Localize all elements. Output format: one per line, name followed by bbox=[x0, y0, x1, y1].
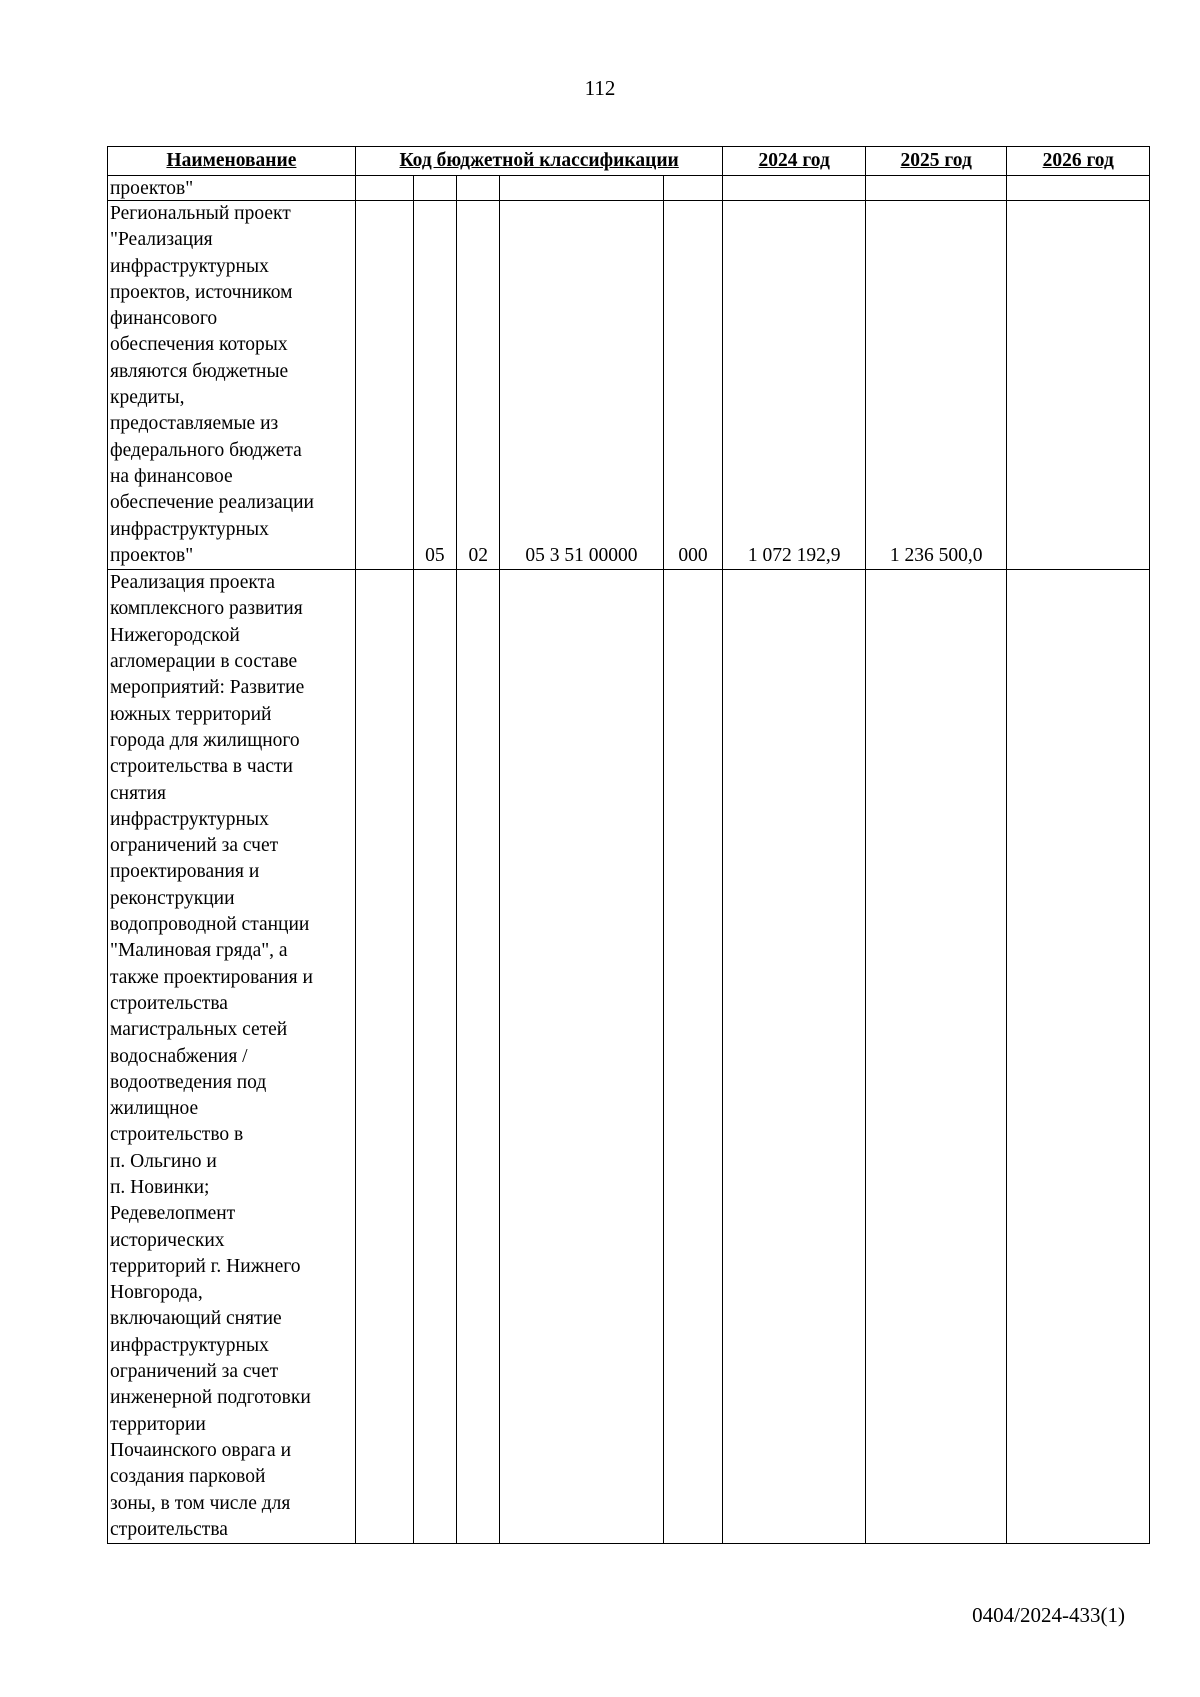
document-id: 0404/2024-433(1) bbox=[972, 1603, 1125, 1627]
table-row bbox=[108, 176, 1150, 201]
code-cell-expense-type: 000 bbox=[663, 201, 723, 570]
amount-2026 bbox=[1007, 176, 1150, 201]
table-header-row bbox=[108, 147, 1150, 176]
amount-2026 bbox=[1007, 201, 1150, 570]
code-cell-section bbox=[413, 570, 456, 1544]
code-cell-expense-type bbox=[663, 176, 723, 201]
row-name: Региональный проект "Реализация инфраструктурных проектов, источником финансового обеспечения которых являются бюджетные кредиты, предоставляемые из федерального бюджета на финансовое обеспечение реализации инфраструктурных проектов" bbox=[108, 201, 356, 570]
code-cell-subsection bbox=[457, 176, 500, 201]
header-2025: 2025 год bbox=[865, 147, 1006, 176]
amount-2024 bbox=[723, 570, 866, 1544]
code-cell-1 bbox=[355, 570, 413, 1544]
row-name: Реализация проекта комплексного развития Нижегородской агломерации в составе мероприятий: Развитие южных территорий города для жилищного строительства в части снятия инфраструктурных ограничений за счет проектирования и реконструкции водопроводной станции "Малиновая гряда", а также проектирования и строительства магистральных сетей водоснабжения / водоотведения под жилищное строительство в п. Ольгино и п. Новинки; Редевелопмент исторических территорий г. Нижнего Новгорода, включающий снятие инфраструктурных ограничений за счет инженерной подготовки территории Почаинского оврага и создания парковой зоны, в том числе для строительства bbox=[108, 570, 356, 1544]
header-2026: 2026 год bbox=[1007, 147, 1150, 176]
amount-2024: 1 072 192,9 bbox=[723, 201, 866, 570]
code-cell-1 bbox=[355, 201, 413, 570]
header-budget-code: Код бюджетной классификации bbox=[355, 147, 723, 176]
amount-2025: 1 236 500,0 bbox=[865, 201, 1006, 570]
code-cell-section bbox=[413, 176, 456, 201]
amount-2025 bbox=[865, 176, 1006, 201]
amount-2024 bbox=[723, 176, 866, 201]
amount-2025 bbox=[865, 570, 1006, 1544]
table-row bbox=[108, 201, 1150, 570]
code-cell-target-article bbox=[500, 570, 663, 1544]
budget-table bbox=[107, 146, 1150, 1544]
code-cell-subsection bbox=[457, 570, 500, 1544]
header-name: Наименование bbox=[108, 147, 356, 176]
code-cell-1 bbox=[355, 176, 413, 201]
header-2024: 2024 год bbox=[723, 147, 866, 176]
code-cell-section: 05 bbox=[413, 201, 456, 570]
page-number: 112 bbox=[584, 76, 616, 100]
code-cell-target-article bbox=[500, 176, 663, 201]
row-name: проектов" bbox=[108, 176, 356, 201]
code-cell-target-article: 05 3 51 00000 bbox=[500, 201, 663, 570]
table-row bbox=[108, 570, 1150, 1544]
code-cell-subsection: 02 bbox=[457, 201, 500, 570]
amount-2026 bbox=[1007, 570, 1150, 1544]
code-cell-expense-type bbox=[663, 570, 723, 1544]
